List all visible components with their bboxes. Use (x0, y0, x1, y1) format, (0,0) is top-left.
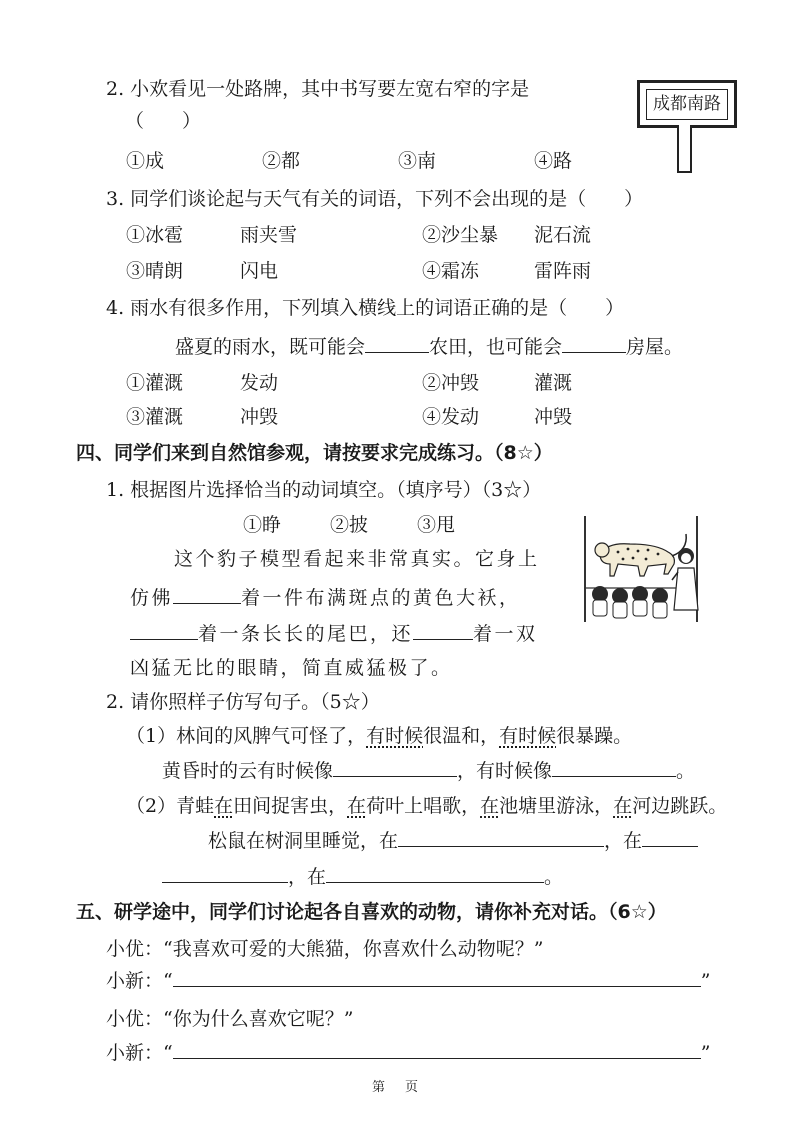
example2-emphasis-3: 在 (480, 795, 500, 817)
dialogue-line-2 (106, 972, 710, 991)
imitation1-blank-2[interactable] (552, 762, 676, 777)
leopard-icon (595, 534, 686, 576)
road-sign-pole (677, 125, 692, 173)
example1-emphasis-2: 有时候 (499, 725, 557, 747)
example1-emphasis-1: 有时候 (366, 725, 424, 747)
dialogue2-open: 小新：“ (106, 970, 173, 992)
verb-choice-2: ②披 (330, 514, 369, 536)
leopard-blank-2[interactable] (130, 625, 198, 640)
q3-option-d[interactable]: ④霜冻 (422, 260, 480, 282)
q4-sentence-part-a: 盛夏的雨水，既可能会 (175, 336, 366, 358)
verb-choice-3: ③甩 (417, 514, 456, 536)
imitation2-part-d: 。 (544, 866, 564, 888)
section4-title: 四、同学们来到自然馆参观，请按要求完成练习。（8☆） (76, 442, 553, 464)
q3-option-a[interactable]: ①冰雹 (126, 224, 184, 246)
q2-option-c[interactable]: ③南 (398, 150, 437, 172)
imitation-2-line2 (162, 868, 563, 887)
imitation2-part-b: ，在 (604, 830, 643, 852)
section5-title: 五、研学途中，同学们讨论起各自喜欢的动物，请你补充对话。（6☆） (76, 901, 667, 923)
imitation2-blank-2a[interactable] (642, 832, 698, 847)
example2-part-i: 河边跳跃。 (632, 795, 728, 817)
dialogue-answer-2[interactable] (173, 1044, 701, 1059)
page-number (372, 1081, 418, 1094)
leopard-passage-line3a: 着一条长长的尾巴，还 (198, 623, 414, 645)
imitation2-part-c: ，在 (288, 866, 327, 888)
dialogue-line-4 (106, 1044, 710, 1063)
q4-option-c[interactable]: ③灌溉 (126, 406, 184, 428)
imitation2-blank-3[interactable] (326, 868, 544, 883)
q3-option-c-word2: 闪电 (240, 260, 279, 282)
q4-option-b-word2: 灌溉 (534, 372, 573, 394)
teacher-icon (672, 548, 698, 610)
q4-sentence-part-b: 农田，也可能会 (429, 336, 563, 358)
road-sign (637, 80, 737, 128)
imitation-1 (162, 762, 695, 781)
q3-option-a-word2: 雨夹雪 (240, 224, 298, 246)
dialogue-line-3: 小优：“你为什么喜欢它呢？” (106, 1008, 354, 1030)
example2-part-a: （2）青蛙 (126, 795, 215, 817)
section4-q1-stem: 1. 根据图片选择恰当的动词填空。（填序号）（3☆） (106, 479, 542, 501)
imitation1-part-b: ，有时候像 (457, 760, 553, 782)
example2-part-e: 荷叶上唱歌， (366, 795, 481, 817)
section4-q2-stem: 2. 请你照样子仿写句子。（5☆） (106, 691, 380, 713)
example2-part-c: 田间捉害虫， (233, 795, 348, 817)
q4-option-c-word2: 冲毁 (240, 406, 279, 428)
q3-stem: 3. 同学们谈论起与天气有关的词语，下列不会出现的是（ ） (106, 188, 644, 210)
imitation-2-line1 (208, 832, 698, 851)
q4-blank-2[interactable] (562, 338, 626, 353)
example1-part-a: （1）林间的风脾气可怪了， (126, 725, 367, 747)
q4-option-d-word2: 冲毁 (534, 406, 573, 428)
q2-option-a[interactable]: ①成 (126, 150, 165, 172)
example2-emphasis-2: 在 (347, 795, 367, 817)
q4-sentence (175, 338, 683, 357)
q3-option-d-word2: 雷阵雨 (534, 260, 592, 282)
road-sign-text: 成都南路 (646, 89, 728, 120)
imitation2-blank-1[interactable] (398, 832, 604, 847)
leopard-exhibit-illustration (578, 514, 718, 626)
dialogue2-close: ” (700, 970, 711, 992)
leopard-passage-line2b: 着一件布满斑点的黄色大袄， (241, 587, 521, 609)
q2-option-d[interactable]: ④路 (534, 150, 573, 172)
q4-option-a[interactable]: ①灌溉 (126, 372, 184, 394)
example-sentence-2 (126, 797, 727, 816)
q4-sentence-part-c: 房屋。 (626, 336, 684, 358)
leopard-blank-1[interactable] (173, 589, 241, 604)
example1-part-c: 很温和， (423, 725, 500, 747)
example2-emphasis-1: 在 (214, 795, 234, 817)
page-label-prefix: 第 (372, 1080, 386, 1095)
example2-emphasis-4: 在 (613, 795, 633, 817)
leopard-passage-line2 (130, 589, 521, 608)
imitation1-part-a: 黄昏时的云有时候像 (162, 760, 334, 782)
q2-answer-paren[interactable]: （ ） (125, 110, 202, 132)
example2-part-g: 池塘里游泳， (499, 795, 614, 817)
q3-option-c[interactable]: ③晴朗 (126, 260, 184, 282)
leopard-passage-line3b: 着一双 (473, 623, 538, 645)
imitation2-part-a: 松鼠在树洞里睡觉，在 (208, 830, 399, 852)
q4-blank-1[interactable] (365, 338, 429, 353)
dialogue4-close: ” (700, 1042, 711, 1064)
imitation2-blank-2b[interactable] (162, 868, 288, 883)
q3-option-b[interactable]: ②沙尘暴 (422, 224, 499, 246)
imitation1-part-c: 。 (676, 760, 696, 782)
page-label-suffix: 页 (405, 1080, 419, 1095)
example1-part-e: 很暴躁。 (556, 725, 633, 747)
imitation1-blank-1[interactable] (333, 762, 457, 777)
leopard-passage-line2a: 仿佛 (130, 587, 174, 609)
dialogue-line-1: 小优：“我喜欢可爱的大熊猫，你喜欢什么动物呢？” (106, 938, 544, 960)
q2-stem: 2. 小欢看见一处路牌，其中书写要左宽右窄的字是 (106, 78, 530, 100)
verb-choice-1: ①睁 (243, 514, 282, 536)
q4-stem: 4. 雨水有很多作用，下列填入横线上的词语正确的是（ ） (106, 297, 625, 319)
dialogue4-open: 小新：“ (106, 1042, 173, 1064)
leopard-passage-line4: 凶猛无比的眼睛，简直威猛极了。 (130, 657, 453, 679)
dialogue-answer-1[interactable] (173, 972, 701, 987)
q2-option-b[interactable]: ②都 (262, 150, 301, 172)
leopard-passage-line1: 这个豹子模型看起来非常真实。它身上 (174, 548, 540, 570)
leopard-blank-3[interactable] (413, 625, 473, 640)
leopard-passage-line3 (130, 625, 538, 644)
q4-option-b[interactable]: ②冲毁 (422, 372, 480, 394)
q3-option-b-word2: 泥石流 (534, 224, 592, 246)
q4-option-a-word2: 发动 (240, 372, 279, 394)
example-sentence-1 (126, 727, 632, 746)
children-icon (592, 586, 668, 618)
q4-option-d[interactable]: ④发动 (422, 406, 480, 428)
